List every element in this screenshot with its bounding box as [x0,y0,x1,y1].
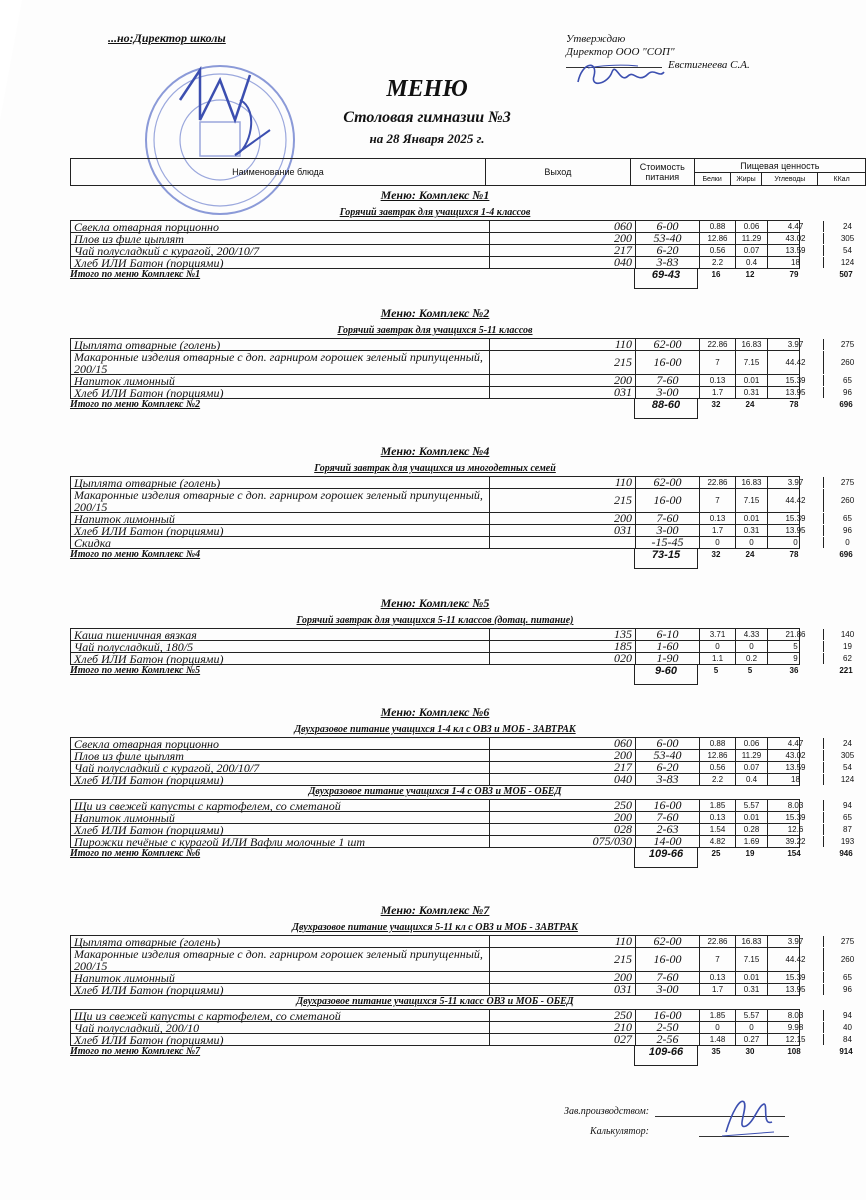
protein-value: 1.7 [699,984,735,995]
col-fat-header: Жиры [730,173,762,186]
fat-value: 0.4 [735,257,767,268]
portion-yield: 031 [489,984,635,995]
fat-value: 0.06 [735,738,767,749]
kcal-value: 24 [823,221,866,232]
fat-value: 0.01 [735,812,767,823]
dish-price: 53-40 [635,750,699,761]
total-fat: 30 [745,1047,755,1056]
dish-name: Плов из филе цыплят [74,748,184,763]
kcal-value: 124 [823,774,866,785]
fat-value: 11.29 [735,233,767,244]
protein-value: 7 [699,489,735,512]
table-row [70,946,855,973]
portion-yield: 215 [489,489,635,512]
kcal-value: 24 [823,738,866,749]
fat-value: 0.01 [735,375,767,386]
kcal-value: 54 [823,245,866,256]
approval-line-2: Директор ООО "СОП" [566,46,675,58]
dish-price: 3-00 [635,984,699,995]
fat-value: 16.83 [735,936,767,947]
dish-name: Скидка [74,535,112,550]
total-carbs: 79 [789,270,799,279]
kcal-value: 275 [823,936,866,947]
kcal-value: 65 [823,972,866,983]
fat-value: 16.83 [735,339,767,350]
dish-name: Цыплята отварные (голень) [74,934,221,949]
portion-yield: 185 [489,641,635,652]
fat-value: 0.2 [735,653,767,664]
dish-price: 16-00 [635,489,699,512]
dish-price: 14-00 [635,836,699,847]
complex-title: Меню: Комплекс №7 [380,903,490,917]
complex-subtitle: Горячий завтрак для учащихся 1-4 классов [339,207,531,218]
protein-value: 0 [699,537,735,548]
carbs-value: 18 [767,257,823,268]
portion-yield: 020 [489,653,635,664]
col-kcal-header: ККал [818,173,866,186]
dish-name: Цыплята отварные (голень) [74,337,221,352]
dish-price: 62-00 [635,936,699,947]
protein-value: 12.86 [699,750,735,761]
portion-yield: 200 [489,812,635,823]
dish-name: Макаронные изделия отварные с доп. гарниром горошек зеленый припущенный, 200/15 [74,349,483,376]
portion-yield: 110 [489,936,635,947]
carbs-value: 21.86 [767,629,823,640]
portion-yield: 135 [489,629,635,640]
total-carbs: 78 [789,400,799,409]
total-fat: 19 [745,849,755,858]
protein-value: 12.86 [699,233,735,244]
portion-yield: 110 [489,339,635,350]
portion-yield: 200 [489,513,635,524]
dish-name: Напиток лимонный [74,970,175,985]
dish-name: Хлеб ИЛИ Батон (порциями) [74,822,224,837]
dish-name: Хлеб ИЛИ Батон (порциями) [74,982,224,997]
fat-value: 0.06 [735,221,767,232]
carbs-value: 44.42 [767,948,823,971]
complex-title: Меню: Комплекс №1 [380,188,490,202]
carbs-value: 12.15 [767,1034,823,1045]
protein-value: 4.82 [699,836,735,847]
protein-value: 0.88 [699,221,735,232]
dish-price: 6-10 [635,629,699,640]
total-protein: 5 [713,666,719,675]
dish-price: 3-00 [635,387,699,398]
total-label: Итого по меню Комплекс №6 [70,848,201,859]
kcal-value: 65 [823,513,866,524]
carbs-value: 4.47 [767,221,823,232]
col-price-header: Стоимость питания [630,159,694,186]
protein-value: 22.86 [699,477,735,488]
total-price: 109-66 [634,848,698,868]
kcal-value: 62 [823,653,866,664]
portion-yield: 031 [489,387,635,398]
total-kcal: 696 [839,400,853,409]
dish-name: Напиток лимонный [74,511,175,526]
kcal-value: 275 [823,339,866,350]
kcal-value: 40 [823,1022,866,1033]
kcal-value: 87 [823,824,866,835]
protein-value: 1.1 [699,653,735,664]
carbs-value: 5 [767,641,823,652]
fat-value: 5.57 [735,1010,767,1021]
fat-value: 4.33 [735,629,767,640]
table-row [70,385,852,400]
total-kcal: 221 [839,666,853,675]
col-nutrition-header: Пищевая ценность [694,159,865,173]
portion-yield: 217 [489,245,635,256]
fat-value: 11.29 [735,750,767,761]
protein-value: 0.56 [699,762,735,773]
portion-yield: 250 [489,800,635,811]
carbs-value: 3.97 [767,477,823,488]
table-row [70,1032,852,1047]
total-protein: 35 [711,1047,721,1056]
dish-name: Щи из свежей капусты с картофелем, со сметаной [74,798,341,813]
protein-value: 3.71 [699,629,735,640]
kcal-value: 193 [823,836,866,847]
portion-yield: 031 [489,525,635,536]
col-protein-header: Белки [694,173,730,186]
dish-price: 7-60 [635,513,699,524]
kcal-value: 94 [823,800,866,811]
carbs-value: 13.95 [767,984,823,995]
dish-price: 53-40 [635,233,699,244]
fat-value: 0.01 [735,972,767,983]
kcal-value: 0 [823,537,866,548]
total-carbs: 78 [789,550,799,559]
table-header [70,158,866,186]
carbs-value: 3.97 [767,936,823,947]
carbs-value: 43.02 [767,750,823,761]
table-row [70,834,855,849]
dish-name: Хлеб ИЛИ Батон (порциями) [74,385,224,400]
complex-title: Меню: Комплекс №4 [380,444,490,458]
dish-name: Хлеб ИЛИ Батон (порциями) [74,651,224,666]
carbs-value: 44.42 [767,489,823,512]
dish-name: Щи из свежей капусты с картофелем, со сметаной [74,1008,341,1023]
protein-value: 1.7 [699,525,735,536]
portion-yield: 200 [489,750,635,761]
protein-value: 0.13 [699,972,735,983]
protein-value: 0 [699,641,735,652]
dish-price: 6-20 [635,762,699,773]
portion-yield: 060 [489,738,635,749]
portion-yield: 110 [489,477,635,488]
dish-price: -15-45 [635,537,699,548]
dish-name: Макаронные изделия отварные с доп. гарниром горошек зеленый припущенный, 200/15 [74,487,483,514]
kcal-value: 94 [823,1010,866,1021]
total-fat: 24 [745,400,755,409]
carbs-value: 3.97 [767,339,823,350]
fat-value: 0 [735,537,767,548]
kcal-value: 305 [823,233,866,244]
kcal-value: 124 [823,257,866,268]
portion-yield: 250 [489,1010,635,1021]
table-row [70,487,855,514]
dish-name: Хлеб ИЛИ Батон (порциями) [74,523,224,538]
dish-price: 3-83 [635,774,699,785]
carbs-value: 44.42 [767,351,823,374]
dish-name: Каша пшеничная вязкая [74,627,197,642]
carbs-value: 0 [767,537,823,548]
total-label: Итого по меню Комплекс №1 [70,269,201,280]
approval-line-1: Утверждаю [566,33,626,45]
portion-yield: 200 [489,375,635,386]
protein-value: 0.13 [699,812,735,823]
dish-price: 7-60 [635,375,699,386]
protein-value: 1.7 [699,387,735,398]
total-price: 73-15 [634,549,698,569]
carbs-value: 43.02 [767,233,823,244]
dish-price: 16-00 [635,1010,699,1021]
dish-price: 62-00 [635,339,699,350]
portion-yield: 060 [489,221,635,232]
total-fat: 24 [745,550,755,559]
dish-name: Чай полусладкий с курагой, 200/10/7 [74,243,260,258]
carbs-value: 13.95 [767,387,823,398]
dish-price: 1-90 [635,653,699,664]
total-fat: 5 [747,666,753,675]
complex-title: Меню: Комплекс №6 [380,705,490,719]
dish-name: Пирожки печёные с курагой ИЛИ Вафли молочные 1 шт [74,834,366,849]
dish-price: 16-00 [635,351,699,374]
carbs-value: 15.39 [767,513,823,524]
protein-value: 0.13 [699,513,735,524]
total-price: 69-43 [634,269,698,289]
dish-price: 2-50 [635,1022,699,1033]
complex-subtitle: Двухразовое питание учащихся 1-4 с ОВЗ и МОБ - ОБЕД [308,786,562,797]
carbs-value: 9.98 [767,1022,823,1033]
table-row [70,255,855,270]
table-row [70,982,852,997]
kcal-value: 305 [823,750,866,761]
dish-price: 1-60 [635,641,699,652]
dish-price: 2-63 [635,824,699,835]
fat-value: 0 [735,1022,767,1033]
protein-value: 0.56 [699,245,735,256]
total-price: 88-60 [634,399,698,419]
fat-value: 7.15 [735,948,767,971]
col-out-header: Выход [485,159,630,186]
complex-subtitle: Горячий завтрак для учащихся 5-11 классов [337,325,533,336]
table-row [70,651,852,666]
carbs-value: 13.59 [767,245,823,256]
fat-value: 7.15 [735,489,767,512]
portion-yield: 200 [489,972,635,983]
kcal-value: 275 [823,477,866,488]
portion-yield: 210 [489,1022,635,1033]
portion-yield [489,537,635,548]
protein-value: 7 [699,351,735,374]
kcal-value: 260 [823,351,866,374]
total-label: Итого по меню Комплекс №7 [70,1046,201,1057]
dish-price: 16-00 [635,800,699,811]
fat-value: 7.15 [735,351,767,374]
portion-yield: 027 [489,1034,635,1045]
protein-value: 0.13 [699,375,735,386]
protein-value: 7 [699,948,735,971]
menu-date: на 28 Января 2025 г. [369,131,485,146]
dish-name: Плов из филе цыплят [74,231,184,246]
total-label: Итого по меню Комплекс №4 [70,549,201,560]
dish-name: Свекла отварная порционно [74,736,220,751]
dish-price: 7-60 [635,812,699,823]
dish-name: Хлеб ИЛИ Батон (порциями) [74,1032,224,1047]
protein-value: 2.2 [699,774,735,785]
complex-subtitle: Двухразовое питание учащихся 5-11 кл с ОВЗ и МОБ - ЗАВТРАК [292,922,578,933]
dish-price: 3-00 [635,525,699,536]
total-protein: 32 [711,550,721,559]
fat-value: 5.57 [735,800,767,811]
approval-line-3: Евстигнеева С.А. [668,59,750,71]
carbs-value: 8.03 [767,800,823,811]
kcal-value: 260 [823,948,866,971]
total-price: 109-66 [634,1046,698,1066]
fat-value: 16.83 [735,477,767,488]
fat-value: 0.07 [735,245,767,256]
portion-yield: 075/030 [489,836,635,847]
dish-price: 6-00 [635,221,699,232]
kcal-value: 19 [823,641,866,652]
dish-price: 7-60 [635,972,699,983]
dish-name: Хлеб ИЛИ Батон (порциями) [74,255,224,270]
portion-yield: 215 [489,351,635,374]
carbs-value: 12.6 [767,824,823,835]
complex-title: Меню: Комплекс №2 [380,306,490,320]
dish-price: 2-56 [635,1034,699,1045]
dish-price: 3-83 [635,257,699,268]
kcal-value: 65 [823,375,866,386]
protein-value: 22.86 [699,339,735,350]
dish-price: 6-20 [635,245,699,256]
total-protein: 16 [711,270,721,279]
carbs-value: 9 [767,653,823,664]
total-label: Итого по меню Комплекс №5 [70,665,201,676]
protein-value: 22.86 [699,936,735,947]
table-row [70,535,850,550]
carbs-value: 4.47 [767,738,823,749]
dish-name: Цыплята отварные (голень) [74,475,221,490]
dish-name: Хлеб ИЛИ Батон (порциями) [74,772,224,787]
fat-value: 0 [735,641,767,652]
fat-value: 0.31 [735,525,767,536]
protein-value: 1.85 [699,800,735,811]
page-title: МЕНЮ [386,76,468,102]
total-carbs: 154 [787,849,801,858]
carbs-value: 13.95 [767,525,823,536]
total-protein: 25 [711,849,721,858]
carbs-value: 15.39 [767,812,823,823]
kcal-value: 84 [823,1034,866,1045]
portion-yield: 040 [489,774,635,785]
total-kcal: 696 [839,550,853,559]
fat-value: 0.01 [735,513,767,524]
fat-value: 0.4 [735,774,767,785]
page-subtitle: Столовая гимназии №3 [343,109,511,126]
fat-value: 0.27 [735,1034,767,1045]
protein-value: 1.48 [699,1034,735,1045]
portion-yield: 217 [489,762,635,773]
total-kcal: 507 [839,270,853,279]
total-kcal: 946 [839,849,853,858]
complex-title: Меню: Комплекс №5 [380,596,490,610]
kcal-value: 260 [823,489,866,512]
total-carbs: 36 [789,666,799,675]
total-fat: 12 [745,270,755,279]
col-carb-header: Углеводы [762,173,818,186]
protein-value: 1.54 [699,824,735,835]
fat-value: 0.31 [735,984,767,995]
dish-name: Чай полусладкий, 180/5 [74,639,194,654]
protein-value: 2.2 [699,257,735,268]
protein-value: 0.88 [699,738,735,749]
portion-yield: 200 [489,233,635,244]
production-signature-icon [718,1092,778,1138]
dish-price: 6-00 [635,738,699,749]
total-label: Итого по меню Комплекс №2 [70,399,201,410]
carbs-value: 8.03 [767,1010,823,1021]
table-row [70,772,855,787]
fat-value: 0.07 [735,762,767,773]
total-kcal: 914 [839,1047,853,1056]
kcal-value: 54 [823,762,866,773]
carbs-value: 15.39 [767,972,823,983]
total-carbs: 108 [787,1047,801,1056]
total-price: 9-60 [634,665,698,685]
dish-name: Чай полусладкий с курагой, 200/10/7 [74,760,260,775]
kcal-value: 140 [823,629,866,640]
complex-subtitle: Двухразовое питание учащихся 1-4 кл с ОВЗ и МОБ - ЗАВТРАК [294,724,576,735]
complex-subtitle: Двухразовое питание учащихся 5-11 класс ОВЗ и МОБ - ОБЕД [296,996,574,1007]
table-row [70,349,855,376]
fat-value: 1.69 [735,836,767,847]
dish-name: Напиток лимонный [74,373,175,388]
carbs-value: 18 [767,774,823,785]
dish-price: 16-00 [635,948,699,971]
protein-value: 0 [699,1022,735,1033]
kcal-value: 65 [823,812,866,823]
kcal-value: 96 [823,387,866,398]
dish-name: Чай полусладкий, 200/10 [74,1020,200,1035]
dish-price: 62-00 [635,477,699,488]
carbs-value: 13.59 [767,762,823,773]
dish-name: Макаронные изделия отварные с доп. гарниром горошек зеленый припущенный, 200/15 [74,946,483,973]
fat-value: 0.31 [735,387,767,398]
dish-name: Напиток лимонный [74,810,175,825]
production-label: Зав.производством: [564,1106,650,1117]
carbs-value: 39.22 [767,836,823,847]
calculator-label: Калькулятор: [590,1126,649,1137]
portion-yield: 028 [489,824,635,835]
kcal-value: 96 [823,525,866,536]
col-name-header: Наименование блюда [71,159,486,186]
kcal-value: 96 [823,984,866,995]
portion-yield: 040 [489,257,635,268]
dish-name: Свекла отварная порционно [74,219,220,234]
complex-subtitle: Горячий завтрак для учащихся 5-11 классов (дотац. питание) [296,615,574,626]
fat-value: 0.28 [735,824,767,835]
protein-value: 1.85 [699,1010,735,1021]
carbs-value: 15.39 [767,375,823,386]
portion-yield: 215 [489,948,635,971]
total-protein: 32 [711,400,721,409]
approved-by-director: ...но:Директор школы [108,31,226,45]
complex-subtitle: Горячий завтрак для учащихся из многодетных семей [314,463,556,474]
